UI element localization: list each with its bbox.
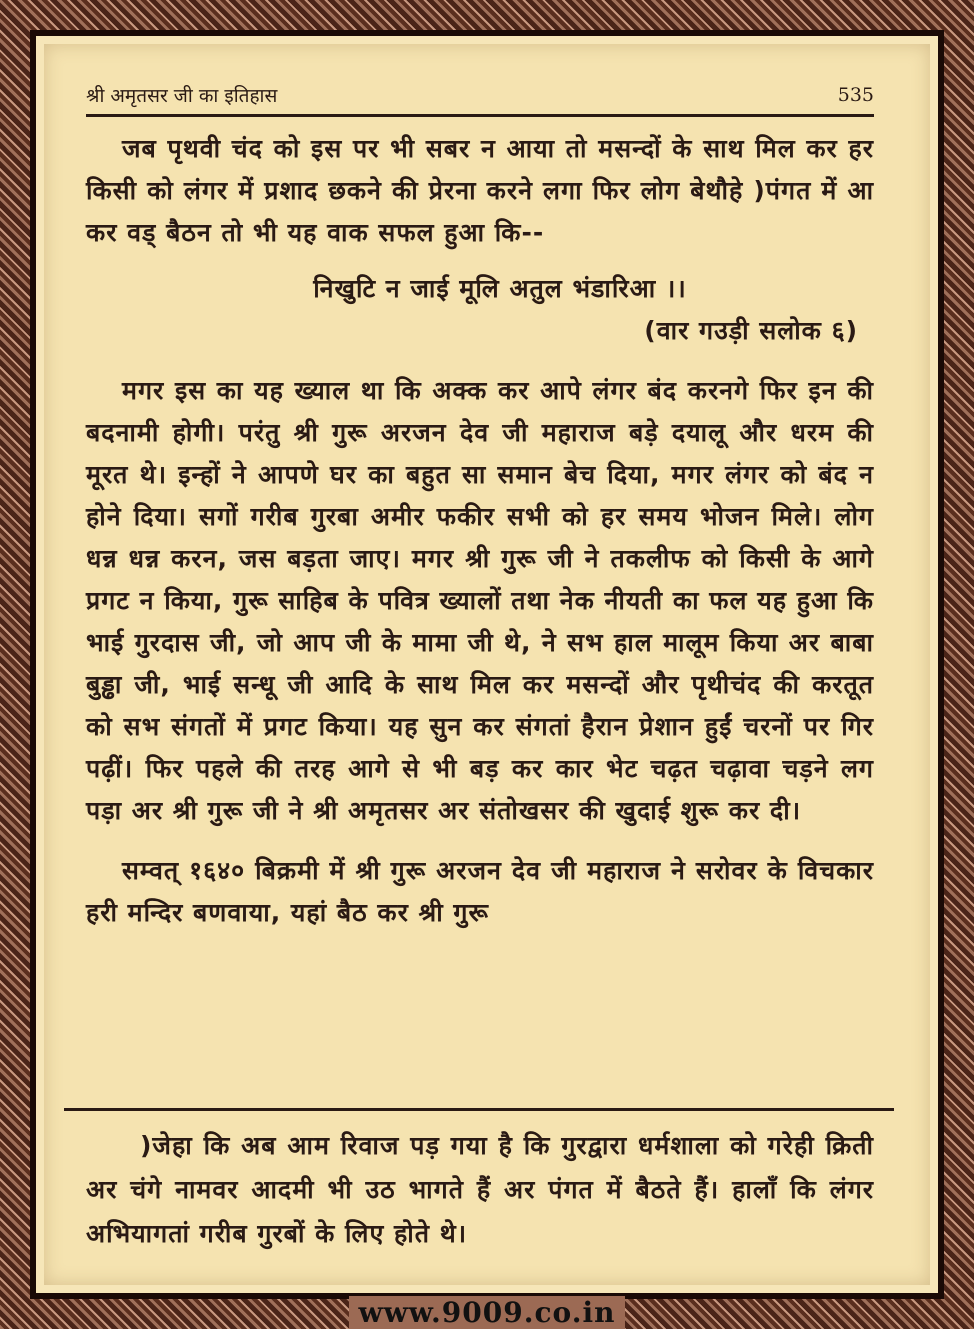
verse-source: (वार गउड़ी सलोक ६) — [644, 316, 858, 345]
running-title: श्री अमृतसर जी का इतिहास — [86, 85, 278, 107]
website-url: www.9009.co.in — [349, 1296, 626, 1329]
main-text — [86, 128, 874, 934]
paragraph-3: सम्वत् १६४० बिक्रमी में श्री गुरू अरजन देव जी महाराज ने सरोवर के विचकार हरी मन्दिर बणवाया, यहां बैठ कर श्री गुरू — [86, 856, 874, 927]
page-border — [30, 30, 944, 1299]
verse-line: निखुटि न जाई मूलि अतुल भंडारिआ ।। — [313, 274, 687, 303]
scanned-page — [44, 44, 930, 1285]
running-header — [86, 78, 874, 117]
paragraph-1: जब पृथवी चंद को इस पर भी सबर न आया तो मसन्दों के साथ मिल कर हर किसी को लंगर में प्रशाद छकने की प्रेरना करने लगा फिर लोग बेथौहे )पंगत में आ कर वड् बैठन तो भी यह वाक सफल हुआ कि-- — [86, 134, 874, 247]
footnote-text: )जेहा कि अब आम रिवाज पड़ गया है कि गुरद्वारा धर्मशाला को गरेही क्रिती अर चंगे नामवर आदमी भी उठ भागते हैं अर पंगत में बैठते हैं। हालाँ कि लंगर अभियागतां गरीब गुरबों के लिए होते थे। — [86, 1131, 874, 1248]
paragraph-2: मगर इस का यह ख्याल था कि अक्क कर आपे लंगर बंद करनगे फिर इन की बदनामी होगी। परंतु श्री गुरू अरजन देव जी महाराज बड़े दयालू और धरम की मूरत थे। इन्हों ने आपणे घर का बहुत सा समान बेच दिया, मगर लंगर को बंद न होने दिया। सगों गरीब गुरबा अमीर फकीर सभी को हर समय भोजन मिले। लोग धन्न धन्न करन, जस बड़ता जाए। मगर श्री गुरू जी ने तकलीफ को किसी के आगे प्रगट न किया, गुरू साहिब के पवित्र ख्यालों तथा नेक नीयती का फल यह हुआ कि भाई गुरदास जी, जो आप जी के मामा जी थे, ने सभ हाल मालूम किया अर बाबा बुड्ढा जी, भाई सन्धू जी आदि के साथ मिल कर मसन्दों और पृथीचंद की करतूत को सभ संगतों में प्रगट किया। यह सुन कर संगतां हैरान प्रेशान हुईं चरनों पर गिर पढ़ीं। फिर पहले की तरह आगे से भी बड़ कर कार भेट चढ़त चढ़ावा चड़ने लग पड़ा अर श्री गुरू जी ने श्री अमृतसर अर संतोखसर की खुदाई शुरू कर दी। — [86, 376, 874, 825]
footnote-divider — [64, 1108, 894, 1111]
website-watermark — [0, 1296, 974, 1329]
page-number: 535 — [837, 84, 874, 106]
